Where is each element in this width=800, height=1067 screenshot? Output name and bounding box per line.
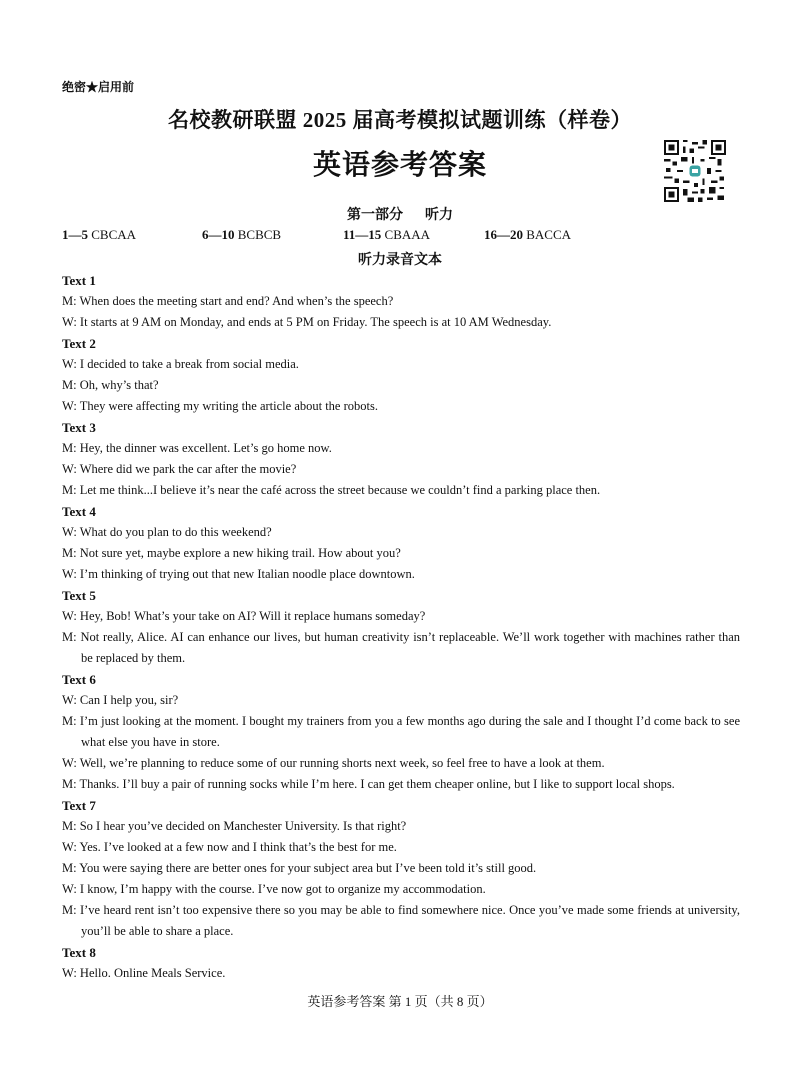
dialogue-line: W: Hey, Bob! What’s your take on AI? Will it replace humans someday?: [62, 609, 426, 623]
answer-keys: CBAAA: [384, 227, 431, 242]
dialogue-line: W: I know, I’m happy with the course. I’ve now got to organize my accommodation.: [62, 882, 486, 896]
answer-keys: BCBCB: [237, 227, 282, 242]
dialogue-line: M: Hey, the dinner was excellent. Let’s go home now.: [62, 441, 332, 455]
answer-group: [343, 227, 430, 243]
answer-range: 6—10: [202, 227, 235, 242]
dialogue-line: W: I decided to take a break from social media.: [62, 357, 299, 371]
transcript-body: [62, 270, 740, 984]
dialogue-line: M: Thanks. I’ll buy a pair of running socks while I’m here. I can get them cheaper online, but I like to support local shops.: [62, 777, 675, 791]
confidential-mark: 绝密★启用前: [62, 80, 135, 94]
transcript-heading: 听力录音文本: [358, 253, 442, 268]
answer-group: [484, 227, 571, 243]
answer-range: 16—20: [484, 227, 523, 242]
dialogue-line: M: I’m just looking at the moment. I bought my trainers from you a few months ago during the sale and I thought I’d come back to see what else you have in store.: [62, 714, 740, 749]
text-heading: Text 4: [62, 504, 96, 519]
dialogue-line: W: It starts at 9 AM on Monday, and ends at 5 PM on Friday. The speech is at 10 AM Wednesday.: [62, 315, 552, 329]
text-heading: Text 7: [62, 798, 96, 813]
dialogue-line: W: Where did we park the car after the movie?: [62, 462, 297, 476]
document-subtitle: 英语参考答案: [312, 150, 487, 181]
dialogue-line: M: So I hear you’ve decided on Manchester University. Is that right?: [62, 819, 407, 833]
dialogue-line: W: Can I help you, sir?: [62, 693, 179, 707]
dialogue-line: W: What do you plan to do this weekend?: [62, 525, 272, 539]
exam-title: 名校教研联盟 2025 届高考模拟试题训练（样卷）: [168, 108, 632, 132]
text-heading: Text 3: [62, 420, 96, 435]
dialogue-line: M: I’ve heard rent isn’t too expensive there so you may be able to find somewhere nice. Once you’ve made some friends at university, you’ll be able to share a place.: [62, 903, 740, 938]
part-label: 第一部分: [347, 208, 403, 223]
section-heading-part-1: [0, 204, 800, 224]
page-footer: 英语参考答案 第 1 页（共 8 页）: [307, 994, 493, 1009]
answer-keys: BACCA: [526, 227, 572, 242]
answer-group: [202, 227, 281, 243]
dialogue-line: M: You were saying there are better ones for your subject area but I’ve been told it’s still good.: [62, 861, 537, 875]
dialogue-line: W: Well, we’re planning to reduce some of our running shorts next week, so feel free to have a look at them.: [62, 756, 605, 770]
dialogue-line: W: I’m thinking of trying out that new Italian noodle place downtown.: [62, 567, 415, 581]
text-heading: Text 1: [62, 273, 96, 288]
qr-code-icon: [664, 140, 726, 202]
answer-range: 11—15: [343, 227, 382, 242]
dialogue-line: M: Not sure yet, maybe explore a new hiking trail. How about you?: [62, 546, 401, 560]
dialogue-line: M: When does the meeting start and end? And when’s the speech?: [62, 294, 394, 308]
text-heading: Text 8: [62, 945, 96, 960]
answer-group: [62, 227, 136, 243]
answer-keys: CBCAA: [91, 227, 137, 242]
text-heading: Text 2: [62, 336, 96, 351]
answer-range: 1—5: [62, 227, 88, 242]
text-heading: Text 5: [62, 588, 96, 603]
dialogue-line: W: Yes. I’ve looked at a few now and I think that’s the best for me.: [62, 840, 397, 854]
dialogue-line: W: Hello. Online Meals Service.: [62, 966, 226, 980]
part-name: 听力: [425, 208, 453, 223]
dialogue-line: M: Not really, Alice. AI can enhance our lives, but human creativity isn’t replaceable. We’ll work together with machines rather than be replaced by them.: [62, 630, 740, 665]
dialogue-line: M: Oh, why’s that?: [62, 378, 159, 392]
dialogue-line: W: They were affecting my writing the article about the robots.: [62, 399, 378, 413]
dialogue-line: M: Let me think...I believe it’s near the café across the street because we couldn’t find a parking place then.: [62, 483, 601, 497]
text-heading: Text 6: [62, 672, 96, 687]
